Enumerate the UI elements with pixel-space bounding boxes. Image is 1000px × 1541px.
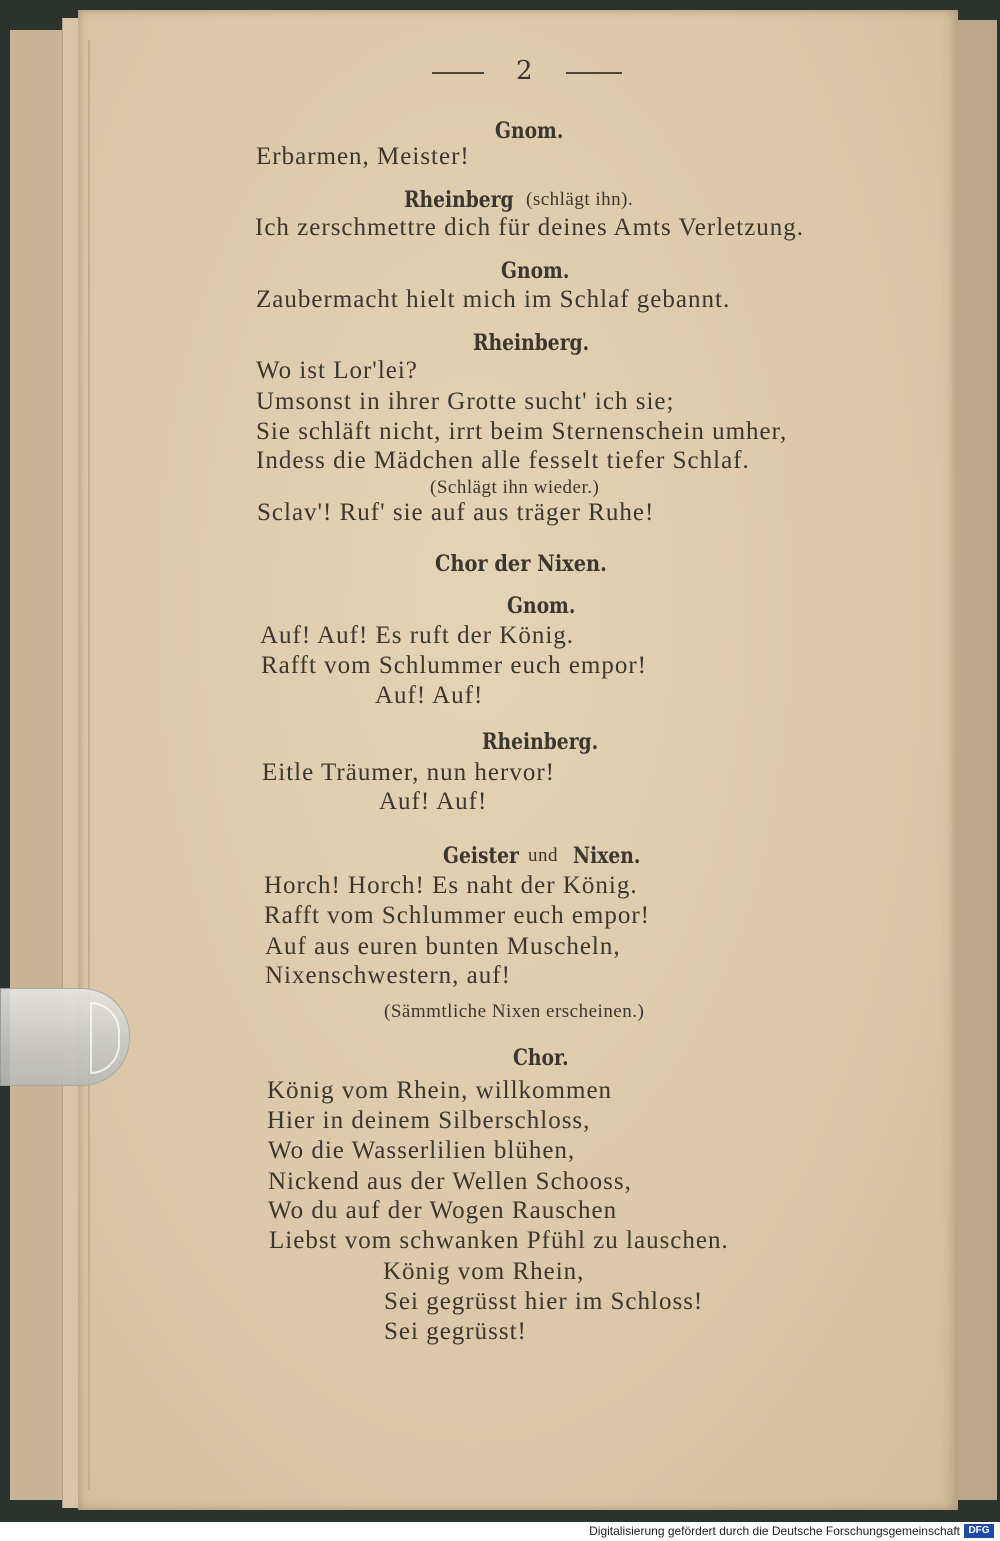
verse-line: Eitle Träumer, nun hervor! (262, 759, 556, 786)
speaker-connector: und (528, 845, 558, 866)
verse-line: Wo die Wasserlilien blühen, (268, 1137, 576, 1164)
stage-direction: (schlägt ihn). (526, 189, 634, 210)
page-number-dash-left (432, 72, 484, 74)
verse-line: König vom Rhein, willkommen (267, 1077, 613, 1104)
verse-line: Hier in deinem Silberschloss, (267, 1107, 591, 1134)
page-fold-line (88, 40, 90, 1490)
verse-line: Nixenschwestern, auf! (265, 962, 511, 989)
stage-direction: (Schlägt ihn wieder.) (430, 477, 600, 498)
footer-credit: Digitalisierung gefördert durch die Deutsche Forschungsgemeinschaft (589, 1524, 960, 1538)
verse-line: Sei gegrüsst! (384, 1318, 527, 1345)
speaker-rheinberg: Rheinberg. (473, 330, 590, 356)
verse-line: Horch! Horch! Es naht der König. (264, 872, 638, 899)
verse-line: Wo ist Lor'lei? (256, 357, 418, 384)
verse-line: Liebst vom schwanken Pfühl zu lauschen. (269, 1227, 729, 1254)
speaker-gnom: Gnom. (507, 593, 576, 619)
verse-line: Nickend aus der Wellen Schooss, (268, 1168, 632, 1195)
speaker-geister: Geister (443, 843, 519, 869)
speaker-chor: Chor. (513, 1045, 569, 1071)
speaker-rheinberg: Rheinberg (404, 187, 514, 213)
dfg-logo: DFG (964, 1524, 994, 1538)
verse-line: Sei gegrüsst hier im Schloss! (384, 1288, 704, 1315)
footer-bar (0, 1522, 1000, 1541)
verse-line: Rafft vom Schlummer euch empor! (261, 652, 648, 679)
stage-direction: (Sämmtliche Nixen erscheinen.) (384, 1001, 645, 1022)
verse-line: Wo du auf der Wogen Rauschen (268, 1197, 618, 1224)
right-leaf-edge (955, 20, 997, 1500)
verse-line: Ich zerschmettre dich für deines Amts Verletzung. (255, 214, 805, 241)
verse-line: Sclav'! Ruf' sie auf aus träger Ruhe! (257, 499, 655, 526)
verse-line: Zaubermacht hielt mich im Schlaf gebannt. (256, 286, 731, 313)
verse-line: Auf! Auf! (375, 682, 484, 709)
verse-line: Auf aus euren bunten Muscheln, (265, 933, 621, 960)
verse-line: König vom Rhein, (383, 1258, 585, 1285)
verse-line: Sie schläft nicht, irrt beim Sternenschein umher, (256, 418, 788, 445)
speaker-gnom: Gnom. (501, 258, 570, 284)
verse-line: Auf! Auf! Es ruft der König. (260, 622, 575, 649)
verse-line: Indess die Mädchen alle fesselt tiefer Schlaf. (256, 447, 750, 474)
verse-line: Auf! Auf! (379, 788, 488, 815)
page-number: 2 (516, 56, 533, 86)
page-number-dash-right (566, 72, 622, 74)
speaker-rheinberg: Rheinberg. (482, 729, 599, 755)
verse-line: Umsonst in ihrer Grotte sucht' ich sie; (256, 388, 675, 415)
verse-line: Rafft vom Schlummer euch empor! (264, 902, 651, 929)
verse-line: Erbarmen, Meister! (256, 143, 470, 170)
section-heading: Chor der Nixen. (435, 551, 607, 577)
speaker-nixen: Nixen. (573, 843, 641, 869)
speaker-gnom: Gnom. (495, 118, 564, 144)
